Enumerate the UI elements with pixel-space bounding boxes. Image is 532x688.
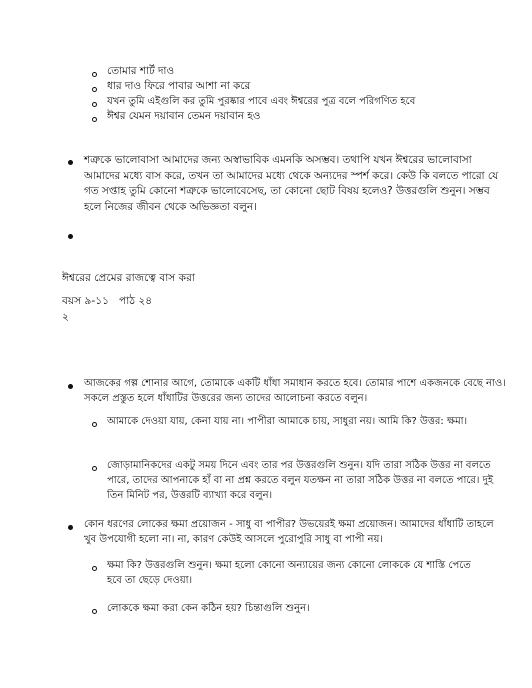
sub-bullet-marker [92,466,97,471]
list-item: ঈশ্বর যেমন দয়াবান তেমন দয়াবান হও [107,110,261,122]
bullet-marker [68,160,73,165]
list-item: আমাকে দেওয়া যায়, কেনা যায় না। পাপীরা আমাকে চায়, সাধুরা নয়। আমি কি? উত্তর: ক্ষমা। [107,416,468,427]
list-item: তোমার শার্ট দাও [107,65,175,77]
sub-bullet-marker [92,72,97,77]
list-item: ক্ষমা কি? উত্তরগুলি শুনুন। ক্ষমা হলো কোনো অন্যায়ের জন্য কোনো লোককে যে শাস্তি পেতে হবে তা ছেড়ে দেওয়া। [107,560,471,586]
bullet-marker [68,525,73,530]
list-item: যখন তুমি এইগুলি কর তুমি পুরষ্কার পাবে এবং ঈশ্বরের পুত্র বলে পরিগণিত হবে [107,96,416,107]
paragraph: আজকের গল্প শোনার আগে, তোমাকে একটি ধাঁধা সমাধান করতে হবে। তোমার পাশে একজনকে বেছে নাও। সকলে প্রস্তুত হলে ধাঁধাটির উত্তরের জন্য তাদের আলোচনা করতে বলুন। [84,378,506,404]
sub-bullet-marker [92,117,97,122]
list-item: ধার দাও ফিরে পাবার আশা না করে [107,80,251,92]
paragraph: কোন ধরণের লোকের ক্ষমা প্রয়োজন - সাধু বা পাপীর? উভয়েরই ক্ষমা প্রয়োজন। আমাদের ধাঁধাটি তাহলে খুব উপযোগী হলো না। না, কারণ কেউই আসলে পুরোপুরি সাধু বা পাপী নয়। [84,519,494,545]
list-item: জোড়ামানিকদের একটু সময় দিনে এবং তার পর উত্তরগুলি শুনুন। যদি তারা সঠিক উত্তর না বলতে পারে, তাদের আপনাকে হাঁ বা না প্রশ্ন করতে বলুন যতক্ষন না তারা সঠিক উত্তর না বলতে পারে। দুই তিন মিনিট পর, উত্তরটি ব্যাখ্যা করে বলুন। [107,460,494,501]
page-number: ২ [62,311,69,323]
bullet-marker [68,384,73,389]
sub-bullet-marker [92,87,97,92]
sub-bullet-marker [92,102,97,107]
sub-bullet-marker [92,422,97,427]
list-item: লোককে ক্ষমা করা কেন কঠিন হয়? চিন্তাগুলি শুনুন। [107,603,310,614]
paragraph: শত্রুকে ভালোবাসা আমাদের জন্য অস্বাভাবিক এমনকি অসম্ভব। তথাপি যখন ঈশ্বরের ভালোবাসা আমাদের মধ্যে বাস করে, তখন তা আমাদের মধ্যে থেকে অন্যদের স্পর্শ করে। কেউ কি বলতে পারো যে গত সপ্তাহ তুমি কোনো শত্রুকে ভালোবেসেছ, তা কোনো ছোট বিষয় হলেও? উত্তরগুলি শুনুন। সম্ভব হলে নিজের জীবন থেকে অভিজ্ঞতা বলুন। [84,154,499,213]
section-title: ঈশ্বরের প্রেমের রাজত্বে বাস করা [62,272,195,284]
sub-bullet-marker [92,566,97,571]
bullet-marker [68,234,73,239]
age-lesson-label: বয়স ৯-১১ পাঠ ২৪ [62,295,153,307]
sub-bullet-marker [92,609,97,614]
